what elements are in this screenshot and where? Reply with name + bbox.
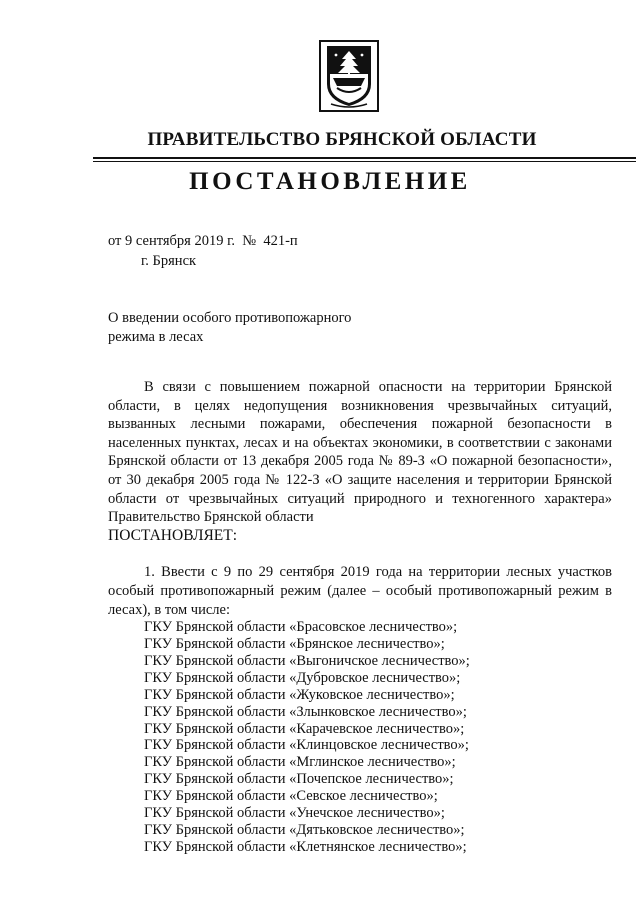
organization-name: ПРАВИТЕЛЬСТВО БРЯНСКОЙ ОБЛАСТИ — [147, 129, 537, 150]
list-item: ГКУ Брянской области «Клетнянское лесничество»; — [144, 838, 467, 855]
list-item: ГКУ Брянской области «Дубровское лесничество»; — [144, 669, 461, 686]
list-item: ГКУ Брянской области «Злынковское лесничество»; — [144, 703, 467, 720]
list-item: ГКУ Брянской области «Выгоничское лесничество»; — [144, 652, 470, 669]
decree-word: ПОСТАНОВЛЯЕТ: — [108, 526, 238, 544]
list-item: ГКУ Брянской области «Севское лесничество»; — [144, 788, 438, 805]
document-city: г. Брянск — [141, 253, 197, 269]
header-rule-thin — [93, 161, 636, 162]
bryansk-coat-of-arms-icon — [319, 40, 379, 112]
list-item: ГКУ Брянской области «Брянское лесничество»; — [144, 636, 445, 653]
list-item: ГКУ Брянской области «Дятьковское лесничество»; — [144, 822, 465, 838]
document-date-number: от 9 сентября 2019 г. № 421-п — [108, 233, 298, 249]
list-item: ГКУ Брянской области «Почепское лесничество»; — [144, 771, 454, 788]
header-rule-thick — [93, 157, 636, 159]
document-type-title: ПОСТАНОВЛЕНИЕ — [189, 168, 471, 195]
list-item: ГКУ Брянской области «Карачевское лесничество»; — [144, 720, 465, 737]
list-item: ГКУ Брянской области «Унечское лесничество»; — [144, 805, 445, 822]
item-1-paragraph: 1. Ввести с 9 по 29 сентября 2019 года на территории лесных участков особый противопожарный режим (далее – особый противопожарный режим в лесах), в том числе: — [108, 564, 612, 618]
list-item: ГКУ Брянской области «Мглинское лесничество»; — [144, 754, 456, 771]
list-item: ГКУ Брянской области «Жуковское лесничество»; — [144, 686, 455, 703]
subject-line-2: режима в лесах — [108, 329, 204, 345]
list-item: ГКУ Брянской области «Брасовское лесничество»; — [144, 619, 458, 636]
forestry-list — [108, 619, 612, 856]
subject-line-1: О введении особого противопожарного — [108, 310, 352, 326]
document-body — [108, 378, 612, 856]
list-item: ГКУ Брянской области «Клинцовское лесничество»; — [144, 737, 469, 754]
document-subject — [108, 309, 408, 347]
preamble-paragraph: В связи с повышением пожарной опасности на территории Брянской области, в целях недопущения возникновения чрезвычайных ситуаций, вызванных лесными пожарами, обеспечения пожарной безопасности в населенных пунктах, лесах и на объектах экономики, в соответствии с законами Брянской области от 13 декабря 2005 года № 89-З «О пожарной безопасности», от 30 декабря 2005 года № 122-З «О защите населения и территории Брянской области от чрезвычайных ситуаций природного и техногенного характера» Правительство Брянской области — [108, 379, 612, 526]
